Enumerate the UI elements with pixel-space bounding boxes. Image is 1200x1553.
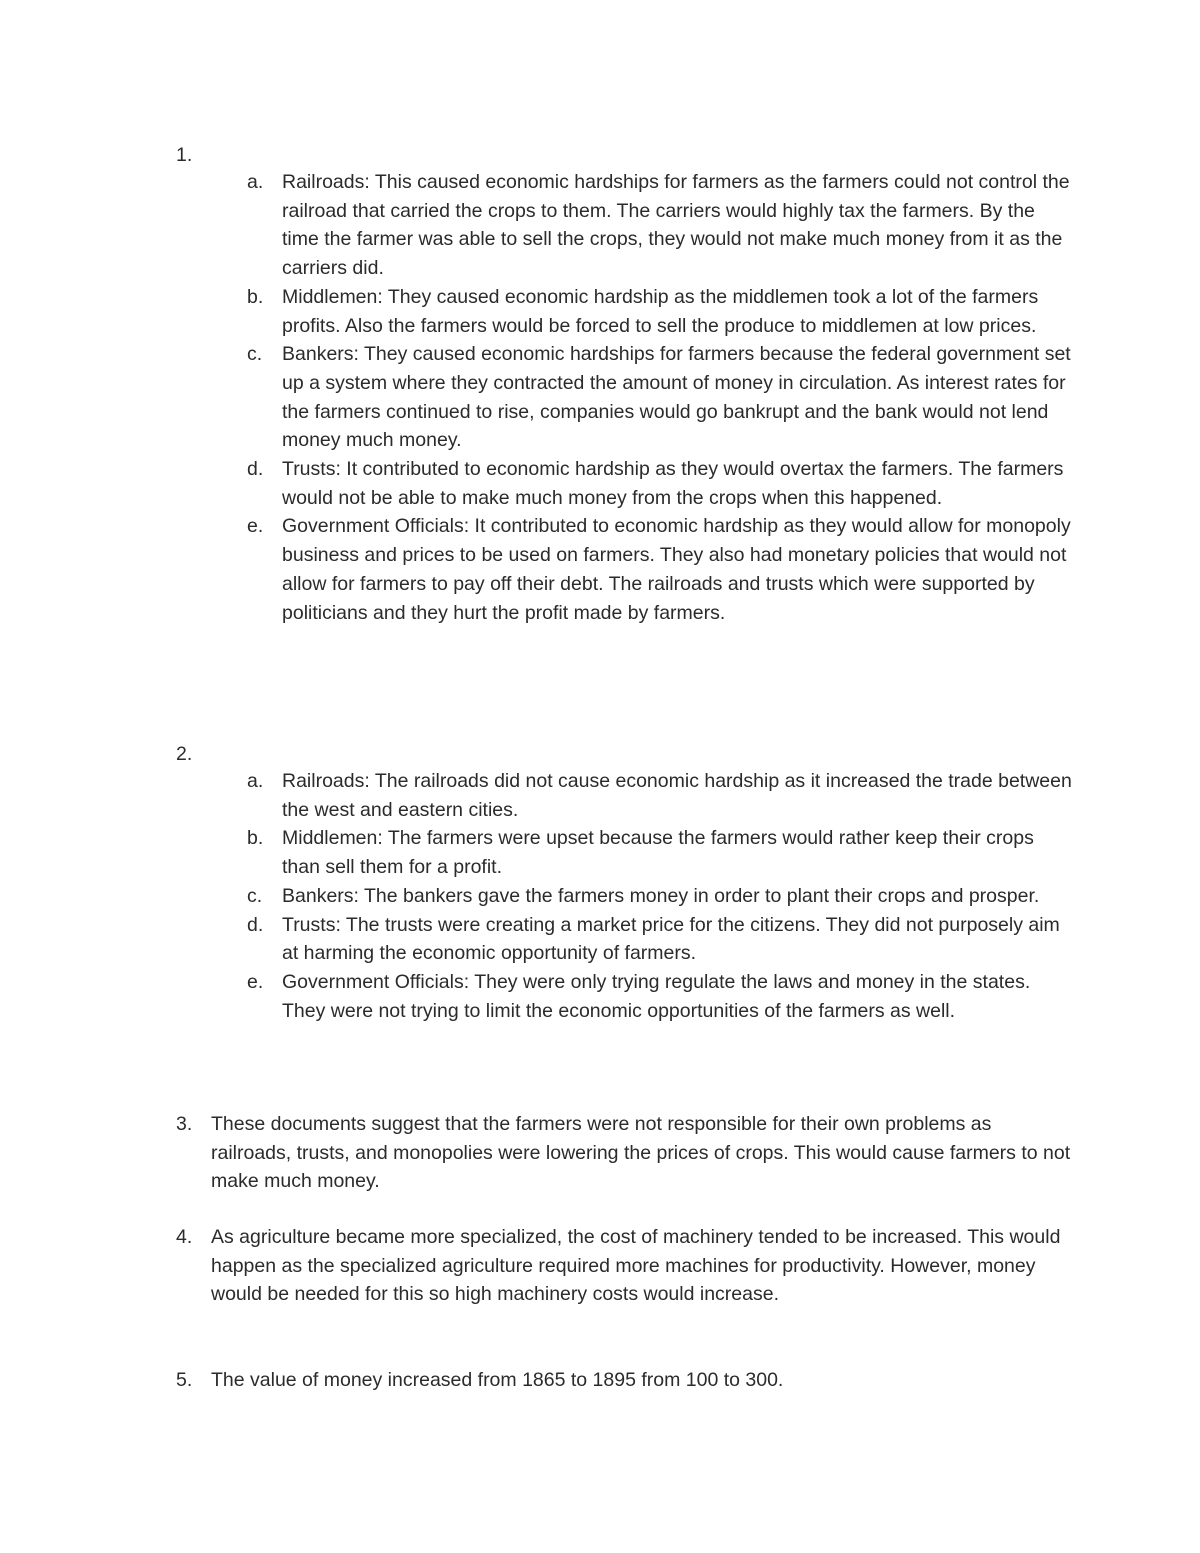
question-number: 1. <box>176 144 193 166</box>
question-number: 4. <box>176 1226 193 1248</box>
item-letter: b. <box>247 827 264 850</box>
item-letter: a. <box>247 770 264 792</box>
item-text: Bankers: They caused economic hardships for farmers because the federal government set up a system where they contracted the amount of money in circulation. As interest rates for the farmers continued to rise, companies would go bankrupt and the bank would not lend money much money. <box>282 343 1071 452</box>
item-text: Government Officials: They were only trying regulate the laws and money in the states. They were not trying to limit the economic opportunities of the farmers as well. <box>282 970 1031 1022</box>
list-item <box>0 767 1200 824</box>
question-number: 2. <box>176 743 193 765</box>
item-letter: a. <box>247 171 264 193</box>
item-text: Railroads: The railroads did not cause economic hardship as it increased the trade between the west and eastern cities. <box>282 770 1072 821</box>
item-text: Trusts: The trusts were creating a market price for the citizens. They did not purposely aim at harming the economic opportunity of farmers. <box>282 913 1060 965</box>
item-text: Railroads: This caused economic hardships for farmers as the farmers could not control the railroad that carried the crops to them. The carriers would highly tax the farmers. By the time the farmer was able to sell the crops, they would not make much money from it as the carriers did. <box>282 171 1070 280</box>
list-item <box>0 340 1200 455</box>
list-item <box>0 824 1200 881</box>
item-letter: c. <box>247 884 263 907</box>
question-text: These documents suggest that the farmers were not responsible for their own problems as railroads, trusts, and monopolies were lowering the prices of crops. This would cause farmers to not make much money. <box>211 1113 1071 1193</box>
item-letter: c. <box>247 343 263 366</box>
list-item <box>0 168 1200 283</box>
list-item <box>0 968 1200 1025</box>
question-number: 3. <box>176 1113 193 1135</box>
item-letter: d. <box>247 458 264 481</box>
item-text: Middlemen: They caused economic hardship as the middlemen took a lot of the farmers profits. Also the farmers would be forced to sell the produce to middlemen at low prices. <box>282 285 1039 337</box>
item-letter: b. <box>247 285 264 308</box>
item-letter: d. <box>247 913 264 936</box>
item-text: Trusts: It contributed to economic hardship as they would overtax the farmers. The farmers would not be able to make much money from the crops when this happened. <box>282 458 1064 509</box>
question-number: 5. <box>176 1369 193 1391</box>
list-item <box>0 512 1200 627</box>
item-text: Middlemen: The farmers were upset because the farmers would rather keep their crops than sell them for a profit. <box>282 827 1034 879</box>
list-item <box>0 882 1200 911</box>
question-text: The value of money increased from 1865 to 1895 from 100 to 300. <box>211 1369 784 1391</box>
list-item <box>0 283 1200 340</box>
question-text: As agriculture became more specialized, the cost of machinery tended to be increased. This would happen as the specialized agriculture required more machines for productivity. However, money would be needed for this so high machinery costs would increase. <box>211 1226 1061 1306</box>
item-text: Bankers: The bankers gave the farmers money in order to plant their crops and prosper. <box>282 884 1040 907</box>
list-item <box>0 911 1200 968</box>
question-2-sublist <box>0 767 1200 1025</box>
item-text: Government Officials: It contributed to economic hardship as they would allow for monopoly business and prices to be used on farmers. They also had monetary policies that would not allow for farmers to pay off their debt. The railroads and trusts which were supported by politicians and they hurt the profit made by farmers. <box>282 515 1071 624</box>
item-letter: e. <box>247 515 264 538</box>
item-letter: e. <box>247 970 264 993</box>
list-item <box>0 455 1200 512</box>
question-1-sublist <box>0 168 1200 627</box>
